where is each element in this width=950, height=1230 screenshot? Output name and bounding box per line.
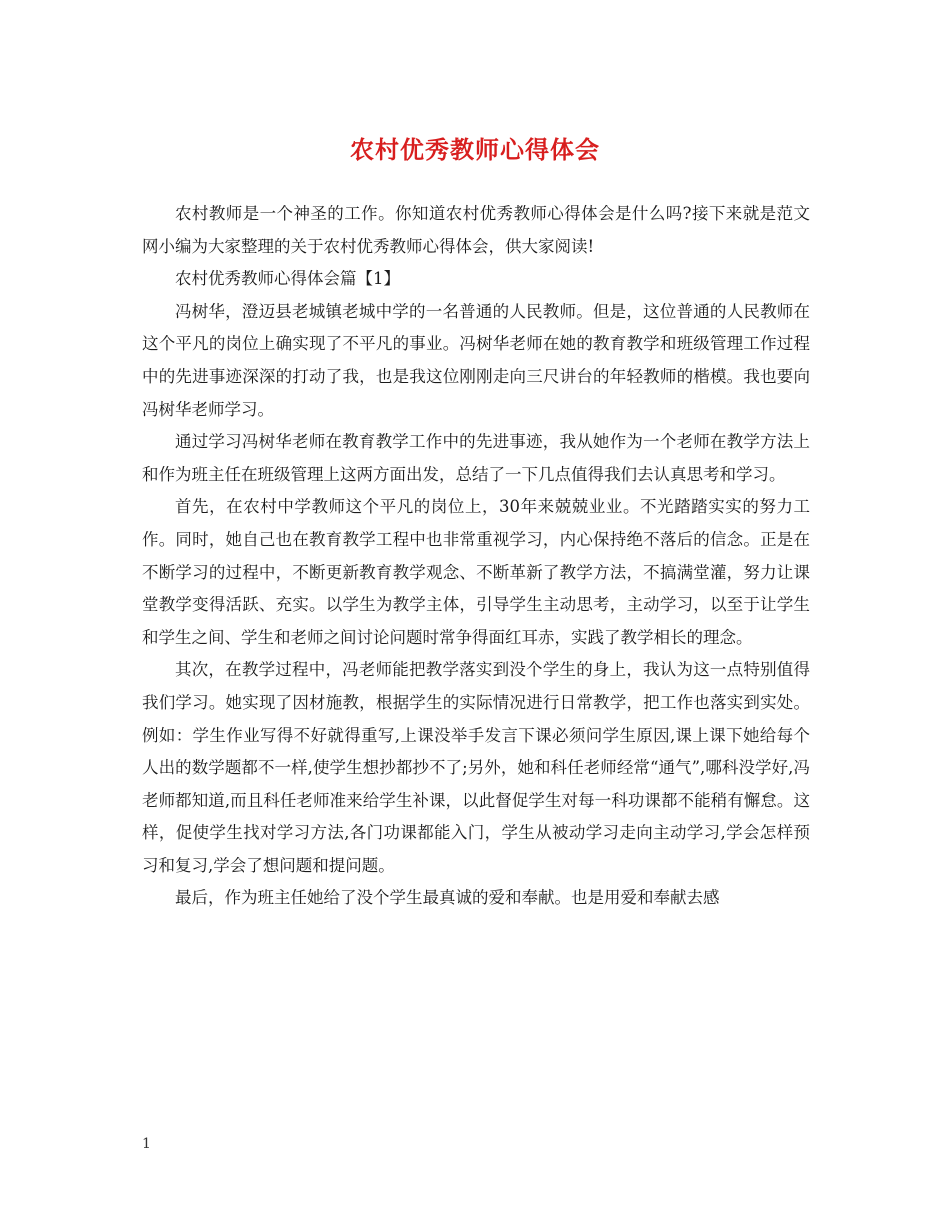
document-title: 农村优秀教师心得体会 <box>350 135 600 164</box>
paragraph: 最后，作为班主任她给了没个学生最真诚的爱和奉献。也是用爱和奉献去感 <box>175 888 720 908</box>
paragraph: 其次，在教学过程中，冯老师能把教学落实到没个学生的身上，我认为这一点特别值得我们学习。她实现了因材施教，根据学生的实际情况进行日常教学，把工作也落实到实处。例如：学生作业写得不好就得重写,上课没举手发言下课必须问学生原因,课上课下她给每个人出的数学题都不一样,使学生想抄都抄不了;另外，她和科任老师经常“通气”,哪科没学好,冯老师都知道,而且科任老师准来给学生补课，以此督促学生对每一科功课都不能稍有懈怠。这样，促使学生找对学习方法,各门功课都能入门，学生从被动学习走向主动学习,学会怎样预习和复习,学会了想问题和提问题。 <box>142 660 810 875</box>
page-number: 1 <box>142 1136 151 1152</box>
paragraph: 冯树华，澄迈县老城镇老城中学的一名普通的人民教师。但是，这位普通的人民教师在这个平凡的岗位上确实现了不平凡的事业。冯树华老师在她的教育教学和班级管理工作过程中的先进事迹深深的打动了我，也是我这位刚刚走向三尺讲台的年轻教师的楷模。我也要向冯树华老师学习。 <box>142 301 810 419</box>
document-body <box>142 198 810 915</box>
paragraph-intro: 农村教师是一个神圣的工作。你知道农村优秀教师心得体会是什么吗?接下来就是范文网小编为大家整理的关于农村优秀教师心得体会，供大家阅读! <box>142 204 810 256</box>
section-heading: 农村优秀教师心得体会篇【1】 <box>175 269 400 289</box>
paragraph: 通过学习冯树华老师在教育教学工作中的先进事迹，我从她作为一个老师在教学方法上和作为班主任在班级管理上这两方面出发，总结了一下几点值得我们去认真思考和学习。 <box>142 432 810 484</box>
paragraph: 首先，在农村中学教师这个平凡的岗位上，30年来兢兢业业。不光踏踏实实的努力工作。同时，她自己也在教育教学工程中也非常重视学习，内心保持绝不落后的信念。正是在不断学习的过程中，不断更新教育教学观念、不断革新了教学方法，不搞满堂灌，努力让课堂教学变得活跃、充实。以学生为教学主体，引导学生主动思考，主动学习，以至于让学生和学生之间、学生和老师之间讨论问题时常争得面红耳赤，实践了教学相长的理念。 <box>142 497 810 647</box>
